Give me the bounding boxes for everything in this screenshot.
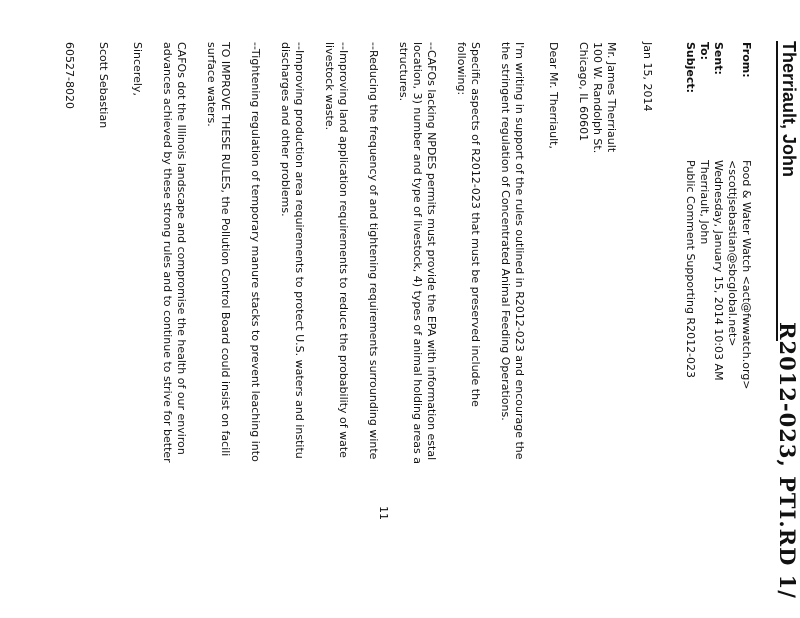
intro-line-2: the stringent regulation of Concentrated Animal Feeding Operations. (499, 42, 512, 421)
from-value (725, 160, 753, 390)
aspects-line-2: following: (455, 42, 468, 96)
bullet-1-line-3: structures. (397, 42, 410, 102)
to-label: To: (698, 42, 711, 60)
sent-value: Wednesday, January 15, 2014 10:03 AM (712, 160, 725, 381)
from-value-line-2: <scottjsebastian@sbcglobal.net> (726, 160, 739, 347)
header-subject (683, 42, 697, 379)
page-title: Therriault, John (776, 41, 796, 341)
bullet-5-line-1: --Tightening regulation of temporary manure stacks to prevent leaching into (249, 42, 262, 462)
improve-line-1: TO IMPROVE THESE RULES, the Pollution Control Board could insist on facili (219, 42, 232, 457)
signer-zip: 60527-8020 (63, 42, 76, 109)
address-line-1: Mr. James Therriault (605, 42, 618, 153)
bullet-2-line-1: --Reducing the frequency of and tightening requirements surrounding winte (367, 42, 380, 460)
bullet-3-line-1: --Improving land application requirements to reduce the probability of wate (337, 42, 350, 458)
from-label: From: (740, 42, 753, 78)
improve-line-2: surface waters. (205, 42, 218, 127)
subject-value: Public Comment Supporting R2012-023 (684, 160, 697, 379)
signoff: Sincerely, (131, 42, 144, 96)
address-line-2: 100 W. Randolph St. (591, 42, 604, 154)
bullet-1-line-2: location, 3) number and type of livestock, 4) types of animal holding areas a (411, 42, 424, 464)
header-sent (711, 42, 725, 381)
bullet-1-line-1: --CAFOs lacking NPDES permits must provide the EPA with information estal (425, 42, 438, 461)
address-line-3: Chicago, IL 60601 (577, 42, 590, 142)
closing-line-2: advances achieved by these strong rules and to continue to strive for better (161, 42, 174, 463)
subject-label: Subject: (684, 42, 697, 94)
header-from (726, 42, 753, 390)
bullet-3-line-2: livestock waste. (323, 42, 336, 131)
closing-line-1: CAFOs dot the Illinois landscape and compromise the health of our environ (175, 42, 188, 455)
header-to (697, 42, 711, 245)
from-value-line-1: Food & Water Watch <act@fwwatch.org> (740, 160, 753, 390)
intro-line-1: I'm writing in support of the rules outlined in R2012-023 and encourage the (513, 42, 526, 460)
docket-stamp: R2012-023, PTI.RD 1/ (775, 322, 800, 599)
bullet-4-line-2: discharges and other problems. (279, 42, 292, 217)
to-value: Therriault, John (698, 160, 711, 245)
sent-label: Sent: (712, 42, 725, 75)
aspects-line-1: Specific aspects of R2012-023 that must be preserved include the (469, 42, 482, 407)
signer-name: Scott Sebastian (97, 42, 110, 129)
salutation: Dear Mr. Therriault, (547, 42, 560, 149)
letter-date: Jan 15, 2014 (641, 42, 654, 112)
page-number: 11 (377, 506, 390, 520)
bullet-4-line-1: --Improving production area requirements to protect U.S. waters and institu (293, 42, 306, 459)
